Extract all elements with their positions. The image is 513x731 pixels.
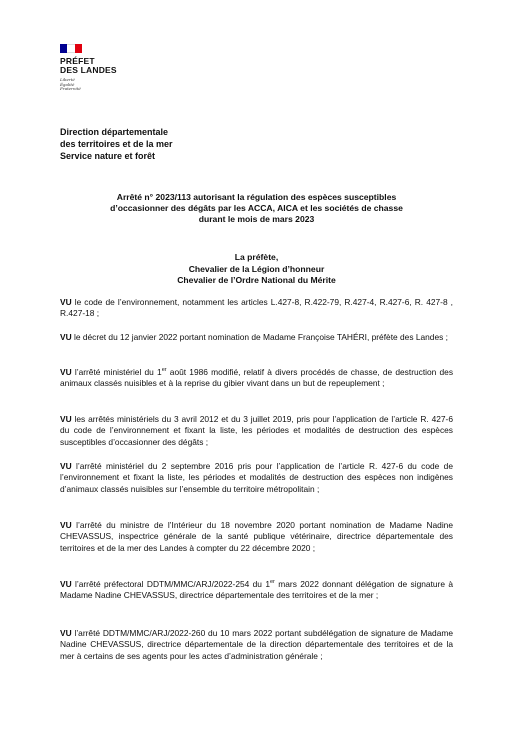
vu-text: l’arrêté DDTM/MMC/ARJ/2022-260 du 10 mars 2022 portant subdélégation de signature de Madame Nadine CHEVASSUS, directrice départementale de la direction départementale des territoires et de la mer à certains de ses agents pour les actes d’administration générale ; [60, 628, 454, 661]
vu-text: l’arrêté ministériel du 2 septembre 2016 pris pour l’application de l’article R. 427-6 du code de l’environnement et fixant la liste, les périodes et modalités de destruction des espèces non indigènes d’animaux classés nuisibles sur l’ensemble du territoire métropolitain ; [60, 461, 454, 494]
arrete-title-line-1: Arrêté n° 2023/113 autorisant la régulation des espèces susceptibles [116, 192, 397, 202]
vu-text: le décret du 12 janvier 2022 portant nomination de Madame Françoise TAHÉRI, préfète des Landes ; [73, 332, 448, 342]
vu-paragraph [60, 628, 453, 662]
vu-text: l’arrêté du ministre de l’Intérieur du 18 novembre 2020 portant nomination de Madame Nadine CHEVASSUS, inspectrice générale de la santé publique vétérinaire, directrice départementale des territoires et de la mer des Landes à compter du 22 décembre 2020 ; [60, 520, 453, 553]
vu-paragraph [60, 367, 453, 390]
vu-paragraph [60, 332, 453, 343]
devise [60, 78, 140, 92]
vu-paragraph [60, 414, 453, 448]
service-line-1: Direction départementale [60, 127, 169, 137]
vu-text: l’arrêté ministériel du 1er août 1986 modifié, relatif à divers procédés de chasse, de destruction des animaux classés nuisibles et à la reprise du gibier vivant dans un but de repeuplement ; [60, 367, 454, 389]
vu-paragraph [60, 297, 453, 320]
prefete-line-2: Chevalier de la Légion d’honneur [188, 263, 325, 274]
devise-egalite: Égalité [60, 81, 75, 87]
vu-text: l’arrêté préfectoral DDTM/MMC/ARJ/2022-254 du 1er mars 2022 donnant délégation de signature à Madame Nadine CHEVASSUS, directrice départementale des territoires et de la mer ; [60, 579, 454, 601]
arrete-title-line-3: durant le mois de mars 2023 [198, 214, 315, 224]
vu-keyword: VU [60, 367, 72, 377]
marianne-flag-icon [60, 44, 82, 53]
devise-liberte: Liberté [60, 77, 75, 82]
vu-paragraph [60, 520, 453, 554]
vu-keyword: VU [60, 414, 72, 424]
vu-keyword: VU [60, 461, 72, 471]
vu-text: les arrêtés ministériels du 3 avril 2012 et du 3 juillet 2019, pris pour l’application de l’article R. 427-6 du code de l’environnement et fixant la liste, les périodes et modalités de destruction des espèces susceptibles d’occasionner des dégâts ; [60, 414, 453, 447]
vu-keyword: VU [60, 628, 72, 638]
logo-title [60, 57, 140, 75]
prefete-line-1: La préfète, [234, 252, 279, 262]
vu-text: le code de l’environnement, notamment les articles L.427-8, R.422-79, R.427-4, R.427-6, R. 427-8 , R.427-18 ; [60, 297, 454, 319]
vu-keyword: VU [60, 297, 72, 307]
prefet-logo [60, 44, 140, 92]
vu-keyword: VU [60, 520, 72, 530]
vu-paragraph [60, 579, 453, 602]
logo-line-2: DES LANDES [60, 65, 117, 75]
service-block [60, 126, 360, 162]
service-line-3: Service nature et forêt [60, 151, 156, 161]
devise-fraternite: Fraternité [60, 86, 81, 92]
prefete-block [60, 252, 453, 287]
arrete-title-line-2: d’occasionner des dégâts par les ACCA, AICA et les sociétés de chasse [110, 203, 403, 213]
logo-line-1: PRÉFET [60, 56, 95, 66]
vu-paragraph [60, 461, 453, 495]
service-line-2: des territoires et de la mer [60, 139, 173, 149]
arrete-title [60, 192, 453, 225]
vu-keyword: VU [60, 579, 72, 589]
vu-keyword: VU [60, 332, 72, 342]
prefete-line-3: Chevalier de l’Ordre National du Mérite [177, 275, 336, 285]
